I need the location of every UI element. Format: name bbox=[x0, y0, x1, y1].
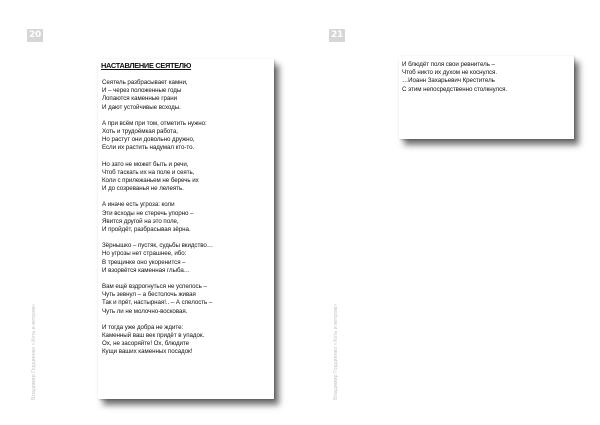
poem-line: Но угрозы нет страшнее, ибо: bbox=[102, 250, 187, 258]
poem-line: Лопаются каменные грани bbox=[102, 95, 178, 103]
poem-line: Если их растить надумал кто-то. bbox=[102, 144, 195, 152]
poem-line: Чтоб никто их духом не коснулся. bbox=[402, 69, 498, 77]
stanza bbox=[102, 79, 272, 112]
poem-line: А иначе есть угроза: коли bbox=[102, 201, 175, 209]
poem-line: Эти всходы не стеречь упорно – bbox=[102, 209, 194, 217]
poem-line: И блюдёт поля свои ревнитель – bbox=[402, 61, 495, 68]
poem-line: И пройдёт, разбрасывая зёрна. bbox=[102, 226, 191, 234]
stanza bbox=[102, 120, 272, 153]
stanza bbox=[102, 242, 272, 275]
poem-line: И взорвётся каменная глыба… bbox=[102, 266, 190, 274]
poem-line: Сеятель разбрасывает камни, bbox=[102, 79, 188, 86]
page-number-left: 20 bbox=[28, 30, 42, 40]
poem-line: И – через положенные годы bbox=[102, 87, 182, 95]
poem-line: …Иоанн Захарьевич Креститель bbox=[402, 77, 495, 85]
poem-body-right bbox=[402, 61, 572, 94]
poem-line: Так и прёт, настырная!.. – А спелость – bbox=[102, 299, 213, 307]
poem-line: Зёрнышко – пустяк, судьбы вкидство… bbox=[102, 242, 213, 250]
poem-line: Чтоб таскать их на поле и сеять, bbox=[102, 168, 195, 176]
poem-line: Каменный ваш век придёт в упадок. bbox=[102, 332, 205, 340]
poem-line: Вам ещё вздрогнуться не успелось – bbox=[102, 283, 207, 291]
poem-line: Коли с прилежаньем не беречь их bbox=[102, 177, 199, 185]
poem-line: Чуть ли не молочно-восковая. bbox=[102, 307, 188, 315]
poem-line: Явится другой на это поле, bbox=[102, 217, 179, 225]
side-credit-right: Владимир Гордиенко «Хоть и ветром» bbox=[333, 303, 339, 400]
poem-body-left bbox=[102, 79, 272, 365]
poem-line: А при всём при том, отметить нужно: bbox=[102, 119, 207, 127]
poem-title: НАСТАВЛЕНИЕ СЕЯТЕЛЮ bbox=[101, 61, 192, 70]
poem-line: Ох, не засоряйте! Ох, блюдите bbox=[102, 340, 190, 348]
poem-line: Но растут они довольно дружно, bbox=[102, 136, 195, 144]
poem-line: Но зато не может быть и речи, bbox=[102, 160, 189, 168]
poem-line: И дают устойчивые всходы. bbox=[102, 103, 181, 111]
poem-line: Хоть и трудоёмкая работа, bbox=[102, 128, 178, 136]
poem-line: Чуть зевнул – а бестолочь живая bbox=[102, 291, 196, 299]
stanza bbox=[102, 201, 272, 234]
poem-line: Кущи ваших каменных посадок! bbox=[102, 348, 193, 356]
poem-line: И тогда уже добра не ждите: bbox=[102, 323, 184, 331]
poem-line: И до созреванья не лелеять. bbox=[102, 185, 184, 193]
page-number-right: 21 bbox=[330, 30, 344, 40]
stanza bbox=[102, 283, 272, 316]
poem-line: С этим непосредственно столкнулся. bbox=[402, 85, 508, 93]
poem-line: В трещинке оно укоренится – bbox=[102, 258, 186, 266]
stanza bbox=[102, 161, 272, 194]
stanza bbox=[102, 324, 272, 357]
side-credit-left: Владимир Гордиенко «Хоть и ветром» bbox=[31, 303, 37, 400]
